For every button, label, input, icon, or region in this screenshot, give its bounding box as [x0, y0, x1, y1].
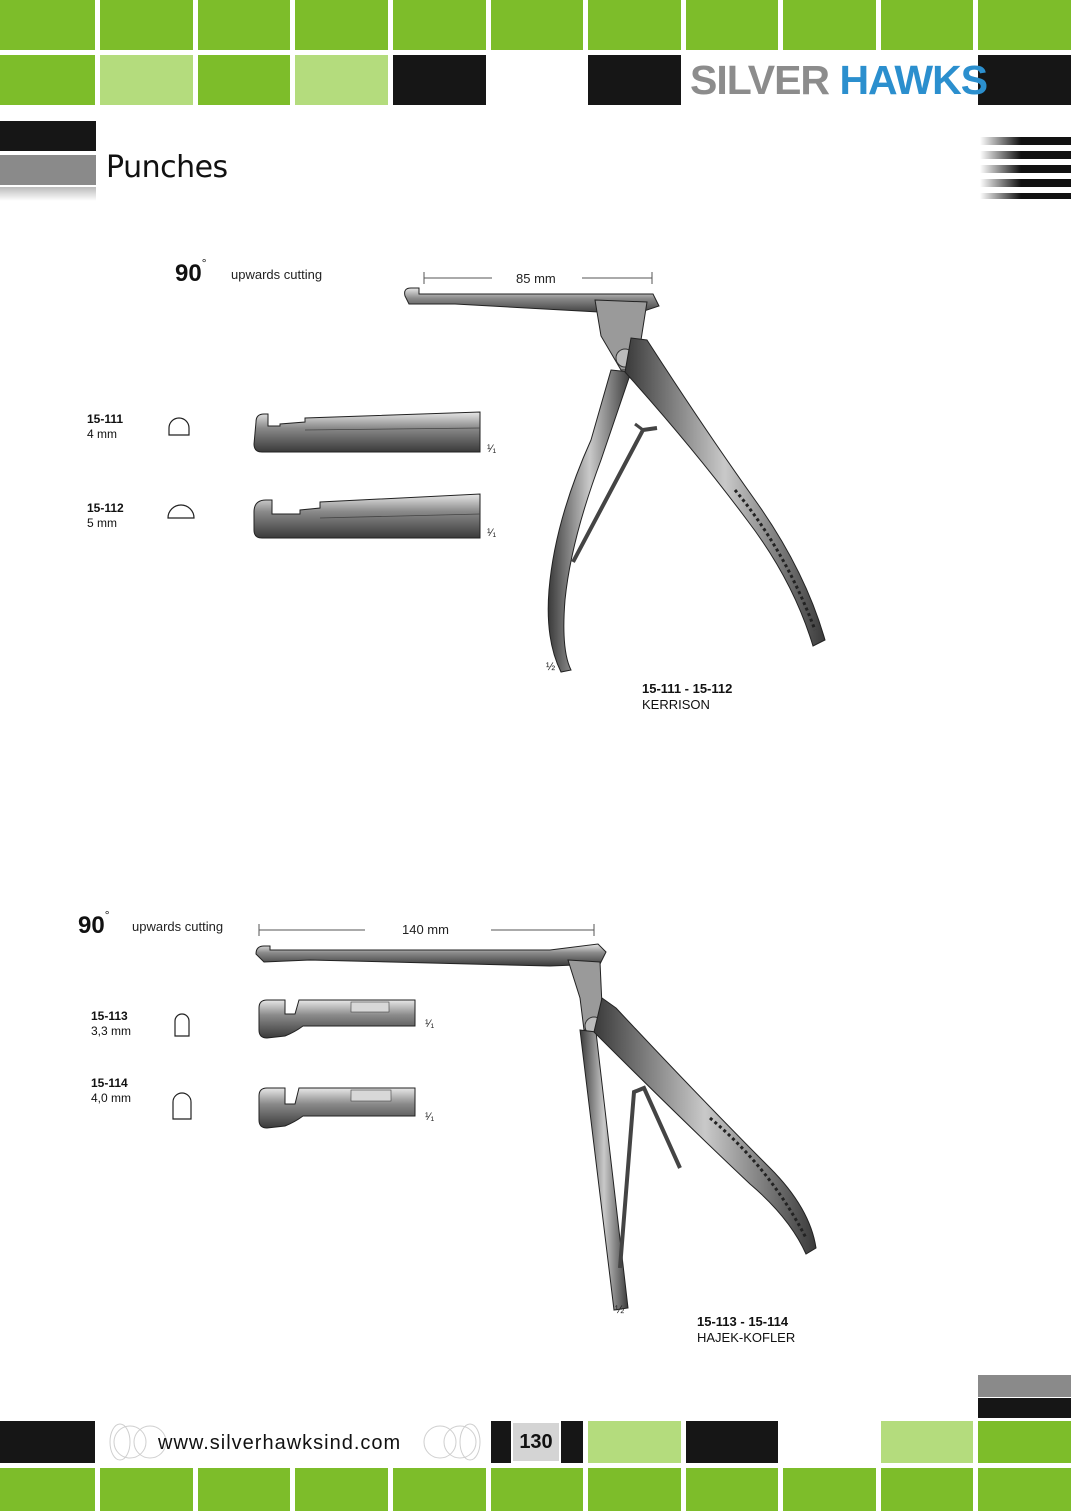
s2-item-1-size: 3,3 mm	[91, 1024, 132, 1038]
s1-length: 85 mm	[516, 271, 556, 286]
s2-length: 140 mm	[402, 922, 449, 937]
s1-handle-scale: ½	[546, 661, 556, 673]
brand-hawks: HAWKS	[839, 57, 988, 103]
s1-direction: upwards cutting	[231, 267, 323, 282]
page-number: 130	[513, 1423, 559, 1461]
s2-direction: upwards cutting	[132, 919, 224, 934]
s2-item-2	[91, 1076, 131, 1106]
website-link[interactable]: www.silverhawksind.com	[158, 1432, 402, 1454]
s1-item-2-code: 15-112	[87, 501, 124, 515]
s1-caption-codes: 15-111 - 15-112	[642, 681, 733, 696]
s1-item-1-size: 4 mm	[87, 427, 117, 441]
s2-angle	[78, 908, 110, 940]
s2-item-1-code: 15-113	[91, 1009, 128, 1023]
s1-item-2-size: 5 mm	[87, 516, 117, 530]
s2-item-2-size: 4,0 mm	[91, 1091, 132, 1105]
s1-item-1	[87, 412, 123, 442]
hajek-kofler-rongeur-illustration	[250, 938, 830, 1318]
s1-item-1-code: 15-111	[87, 412, 124, 426]
s2-angle-value: 90	[78, 912, 105, 939]
s1-angle-value: 90	[175, 260, 202, 287]
s1-caption	[642, 681, 732, 713]
s2-item-2-code: 15-114	[91, 1076, 128, 1090]
oval-profile-icon	[172, 1012, 192, 1038]
half-round-profile-icon	[166, 502, 196, 520]
s1-tip-2-scale: ¹⁄₁	[487, 527, 497, 539]
side-stripes	[980, 135, 1071, 201]
kerrison-rongeur-illustration	[395, 280, 845, 690]
s2-tip-2-scale: ¹⁄₁	[425, 1111, 435, 1123]
s2-tip-1-scale: ¹⁄₁	[425, 1018, 435, 1030]
half-round-profile-icon	[167, 416, 191, 438]
page-title: Punches	[106, 150, 228, 185]
s1-angle	[175, 256, 207, 288]
s2-caption-name: HAJEK-KOFLER	[697, 1330, 796, 1345]
s2-caption	[697, 1314, 795, 1346]
s1-item-2	[87, 501, 124, 531]
s1-degree-mark: °	[201, 256, 207, 270]
s2-caption-codes: 15-113 - 15-114	[697, 1314, 789, 1329]
brand-silver: SILVER	[690, 57, 830, 103]
s1-caption-name: KERRISON	[642, 697, 710, 712]
s2-handle-scale: ½	[615, 1304, 625, 1316]
s2-degree-mark: °	[104, 908, 110, 922]
oval-profile-icon	[170, 1091, 194, 1121]
s2-item-1	[91, 1009, 131, 1039]
brand-logo	[690, 58, 987, 102]
s1-tip-1-scale: ¹⁄₁	[487, 443, 497, 455]
